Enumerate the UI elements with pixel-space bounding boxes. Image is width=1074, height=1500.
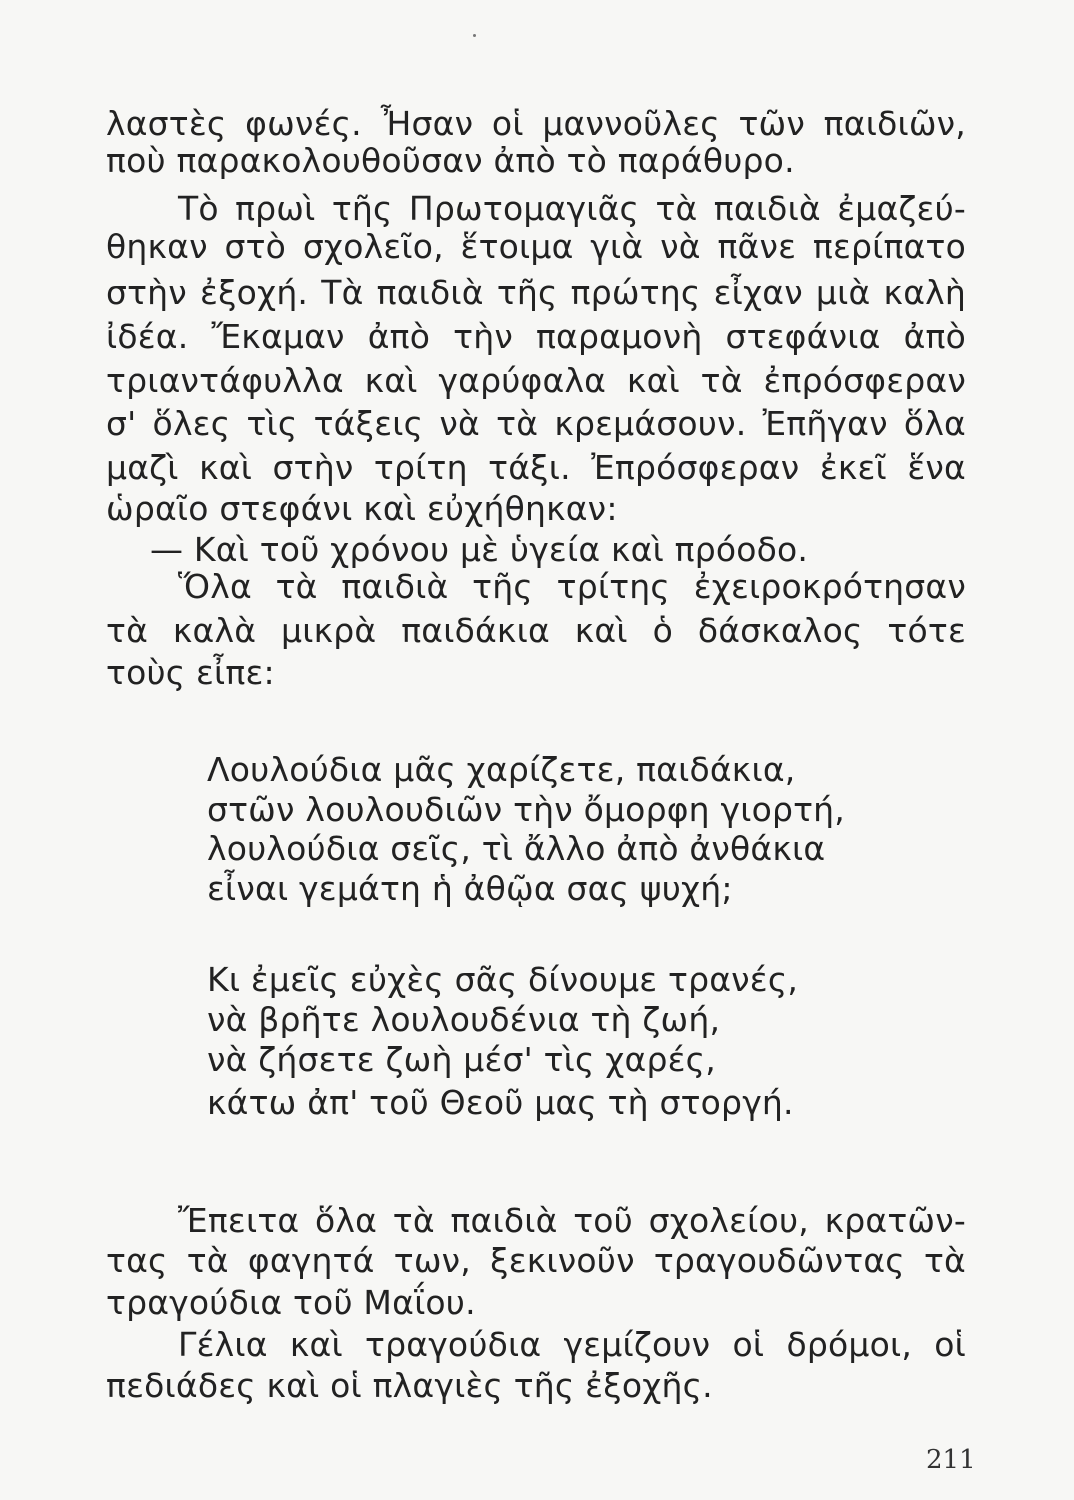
body-line: μαζὶ καὶ στὴν τρίτη τάξι. Ἐπρόσφεραν ἐκεῖ ἕνα: [106, 448, 966, 487]
body-line: πεδιάδες καὶ οἱ πλαγιὲς τῆς ἐξοχῆς.: [106, 1366, 713, 1405]
body-line: στὴν ἐξοχή. Τὰ παιδιὰ τῆς πρώτης εἶχαν μιὰ καλὴ: [106, 273, 966, 312]
body-line: θηκαν στὸ σχολεῖο, ἕτοιμα γιὰ νὰ πᾶνε περίπατο: [106, 227, 966, 266]
body-line: Ἔπειτα ὅλα τὰ παιδιὰ τοῦ σχολείου, κρατῶν-: [178, 1201, 966, 1240]
poem-line: κάτω ἀπ' τοῦ Θεοῦ μας τὴ στοργή.: [207, 1083, 794, 1122]
poem-line: νὰ βρῆτε λουλουδένια τὴ ζωή,: [207, 1000, 721, 1039]
body-line: σ' ὅλες τὶς τάξεις νὰ τὰ κρεμάσουν. Ἐπῆγαν ὅλα: [106, 404, 966, 443]
poem-line: Κι ἐμεῖς εὐχὲς σᾶς δίνουμε τρανές,: [207, 960, 799, 999]
body-line: τριαντάφυλλα καὶ γαρύφαλα καὶ τὰ ἐπρόσφεραν: [106, 361, 966, 400]
body-line: Τὸ πρωὶ τῆς Πρωτομαγιᾶς τὰ παιδιὰ ἐμαζεύ-: [178, 189, 966, 228]
poem-line: στῶν λουλουδιῶν τὴν ὄμορφη γιορτή,: [207, 790, 845, 829]
poem-line: εἶναι γεμάτη ἡ ἀθῷα σας ψυχή;: [207, 869, 733, 908]
body-line: τραγούδια τοῦ Μαΐου.: [106, 1283, 476, 1322]
body-line: Γέλια καὶ τραγούδια γεμίζουν οἱ δρόμοι, οἱ: [178, 1325, 966, 1364]
page-number: 211: [926, 1445, 976, 1475]
body-line: ὡραῖο στεφάνι καὶ εὐχήθηκαν:: [106, 489, 618, 528]
poem-line: νὰ ζήσετε ζωὴ μέσ' τὶς χαρές,: [207, 1040, 716, 1079]
paper-speck: [473, 34, 476, 37]
body-line: Ὅλα τὰ παιδιὰ τῆς τρίτης ἐχειροκρότησαν: [178, 567, 966, 606]
body-line: ποὺ παρακολουθοῦσαν ἀπὸ τὸ παράθυρο.: [106, 141, 795, 180]
body-line: ἰδέα. Ἔκαμαν ἀπὸ τὴν παραμονὴ στεφάνια ἀπὸ: [106, 317, 966, 356]
body-line: τοὺς εἶπε:: [106, 653, 275, 692]
body-line: τας τὰ φαγητά των, ξεκινοῦν τραγουδῶντας τὰ: [106, 1241, 966, 1280]
poem-line: λουλούδια σεῖς, τὶ ἄλλο ἀπὸ ἀνθάκια: [207, 829, 826, 868]
poem-line: Λουλούδια μᾶς χαρίζετε, παιδάκια,: [207, 750, 796, 789]
body-line: τὰ καλὰ μικρὰ παιδάκια καὶ ὁ δάσκαλος τότε: [106, 611, 966, 650]
body-line: λαστὲς φωνές. Ἦσαν οἱ μαννοῦλες τῶν παιδιῶν,: [106, 104, 966, 143]
dialogue-line: — Καὶ τοῦ χρόνου μὲ ὑγεία καὶ πρόοδο.: [150, 530, 809, 569]
